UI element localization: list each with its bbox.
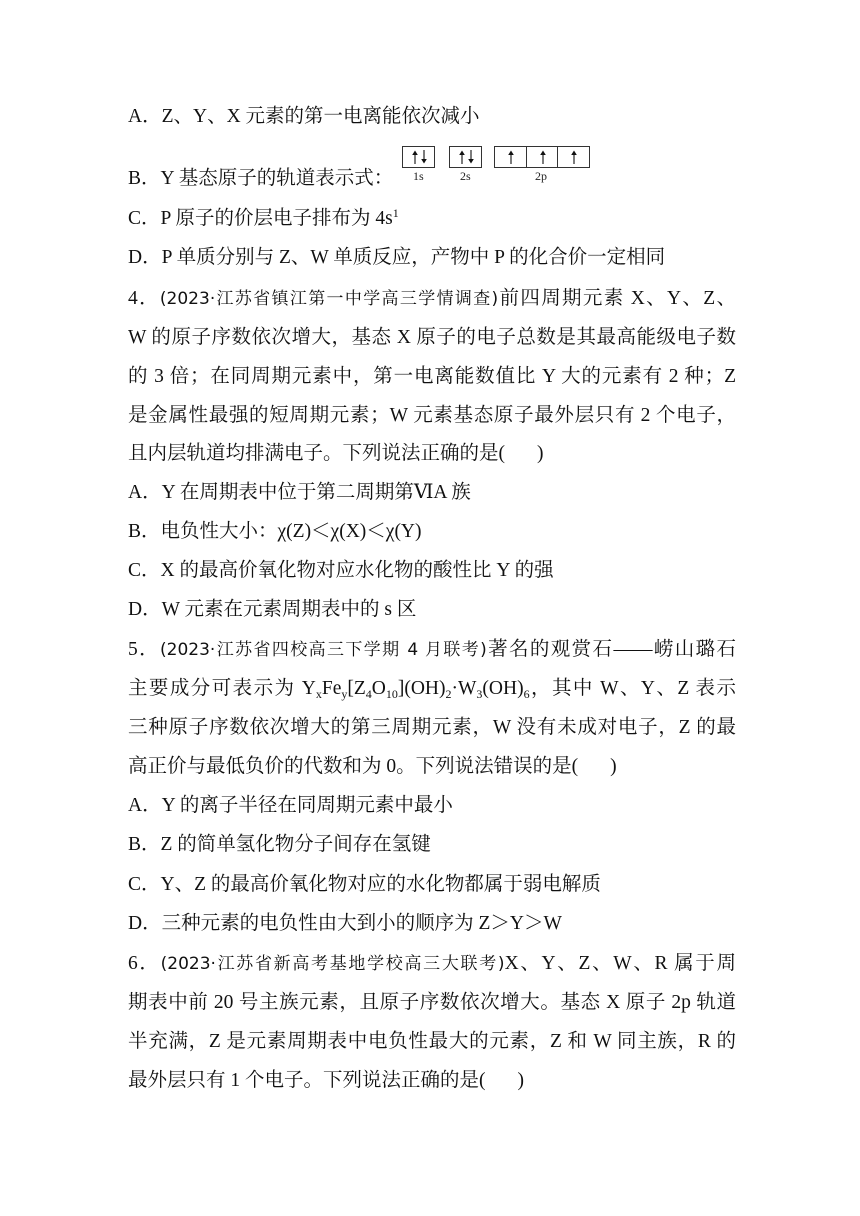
- q5-formula-sub: y: [341, 687, 348, 701]
- arrow-down-icon: [420, 150, 428, 164]
- q5-formula-sub: x: [315, 687, 322, 701]
- q3-option-a: A．Z、Y、X 元素的第一电离能依次减小: [128, 106, 480, 127]
- q4-number: 4．: [128, 288, 160, 309]
- q3-option-d: D．P 单质分别与 Z、W 单质反应，产物中 P 的化合价一定相同: [128, 247, 666, 268]
- q6-source: (2023·江苏省新高考基地学校高三大联考): [160, 954, 505, 974]
- q5-stem-line-1: [128, 637, 736, 663]
- q4-stem-line-5-text: 且内层轨道均排满电子。下列说法正确的是(: [128, 443, 505, 464]
- q5-formula-sub: 4: [365, 687, 372, 701]
- orbital-box-1s: [402, 146, 435, 168]
- q5-stem-line-2: [128, 676, 736, 702]
- q5-formula-part: ·W: [451, 678, 477, 699]
- q3-option-c: [128, 206, 399, 232]
- q5-stem-line-1-text: 著名的观赏石——崂山璐石: [486, 639, 736, 660]
- q5-closing-paren: ): [610, 756, 617, 777]
- q4-option-c: C．X 的最高价氧化物对应水化物的酸性比 Y 的强: [128, 560, 554, 581]
- q4-source: (2023·江苏省镇江第一中学高三学情调查): [159, 289, 499, 309]
- q4-stem-line-1: [128, 286, 736, 312]
- orbital-box-2s: [449, 146, 482, 168]
- orbital-label-2s: 2s: [460, 169, 471, 183]
- q4-stem-line-3: 的 3 倍；在同周期元素中，第一电离能数值比 Y 大的元素有 2 种；Z: [128, 366, 736, 387]
- q4-closing-paren: ): [537, 443, 544, 464]
- q5-option-c: C．Y、Z 的最高价氧化物对应的水化物都属于弱电解质: [128, 874, 601, 895]
- q5-formula-part: [Z: [347, 678, 366, 699]
- q4-stem-line-1-text: 前四周期元素 X、Y、Z、: [498, 288, 736, 309]
- q6-stem-line-3: 半充满，Z 是元素周期表中电负性最大的元素，Z 和 W 同主族，R 的: [128, 1031, 736, 1052]
- q4-option-a: A．Y 在周期表中位于第二周期第ⅥA 族: [128, 482, 471, 503]
- q5-formula-part: 主要成分可表示为 Y: [128, 678, 316, 699]
- q5-option-d: D．三种元素的电负性由大到小的顺序为 Z＞Y＞W: [128, 913, 562, 934]
- q3-option-c-text: C．P 原子的价层电子排布为 4s: [128, 208, 393, 229]
- q5-formula-sub: 10: [385, 687, 398, 701]
- q3-option-c-superscript: 1: [392, 206, 399, 220]
- q6-closing-paren: ): [517, 1070, 524, 1091]
- q5-formula-part: (OH): [482, 678, 524, 699]
- arrow-up-icon: [539, 150, 547, 164]
- q5-number: 5．: [128, 639, 161, 660]
- q4-stem-line-2: W 的原子序数依次增大，基态 X 原子的电子总数是其最高能级电子数: [128, 327, 736, 348]
- q5-formula-part: ](OH): [397, 678, 446, 699]
- orbital-box-2p: [494, 146, 590, 168]
- q5-source: (2023·江苏省四校高三下学期 4 月联考): [160, 640, 487, 660]
- q5-formula-part: Fe: [321, 678, 342, 699]
- q3-option-b: [128, 166, 393, 192]
- q6-stem-line-4-text: 最外层只有 1 个电子。下列说法正确的是(: [128, 1070, 486, 1091]
- arrow-up-icon: [570, 150, 578, 164]
- q6-stem-line-4: [128, 1068, 524, 1094]
- orbital-label-1s: 1s: [413, 169, 424, 183]
- q6-stem-line-2: 期表中前 20 号主族元素，且原子序数依次增大。基态 X 原子 2p 轨道: [128, 992, 736, 1013]
- q5-formula-part: O: [371, 678, 386, 699]
- q5-option-b: B．Z 的简单氢化物分子间存在氢键: [128, 834, 431, 855]
- q4-stem-line-4: 是金属性最强的短周期元素；W 元素基态原子最外层只有 2 个电子，: [128, 405, 736, 426]
- q4-stem-line-5: [128, 441, 544, 467]
- q3-option-b-text: B．Y 基态原子的轨道表示式：: [128, 168, 394, 189]
- q5-stem-line-2-text: ，其中 W、Y、Z 表示: [529, 678, 736, 699]
- arrow-up-icon: [507, 150, 515, 164]
- q5-formula-sub: 2: [445, 687, 452, 701]
- orbital-diagram: [402, 144, 602, 186]
- arrow-down-icon: [467, 150, 475, 164]
- q6-stem-line-1-text: X、Y、Z、W、R 属于周: [504, 953, 736, 974]
- q5-stem-line-3: 三种原子序数依次增大的第三周期元素，W 没有未成对电子，Z 的最: [128, 717, 736, 738]
- q5-stem-line-4: [128, 754, 617, 780]
- arrow-up-icon: [411, 150, 419, 164]
- q5-stem-line-4-text: 高正价与最低负价的代数和为 0。下列说法错误的是(: [128, 756, 579, 777]
- orbital-label-2p: 2p: [535, 169, 547, 183]
- q5-option-a: A．Y 的离子半径在同周期元素中最小: [128, 795, 453, 816]
- q4-option-d: D．W 元素在元素周期表中的 s 区: [128, 599, 417, 620]
- q6-number: 6．: [128, 953, 161, 974]
- arrow-up-icon: [458, 150, 466, 164]
- q5-formula-sub: 6: [523, 687, 530, 701]
- q6-stem-line-1: [128, 951, 736, 977]
- q4-option-b: B．电负性大小：χ(Z)＜χ(X)＜χ(Y): [128, 521, 422, 542]
- q5-formula-sub: 3: [476, 687, 483, 701]
